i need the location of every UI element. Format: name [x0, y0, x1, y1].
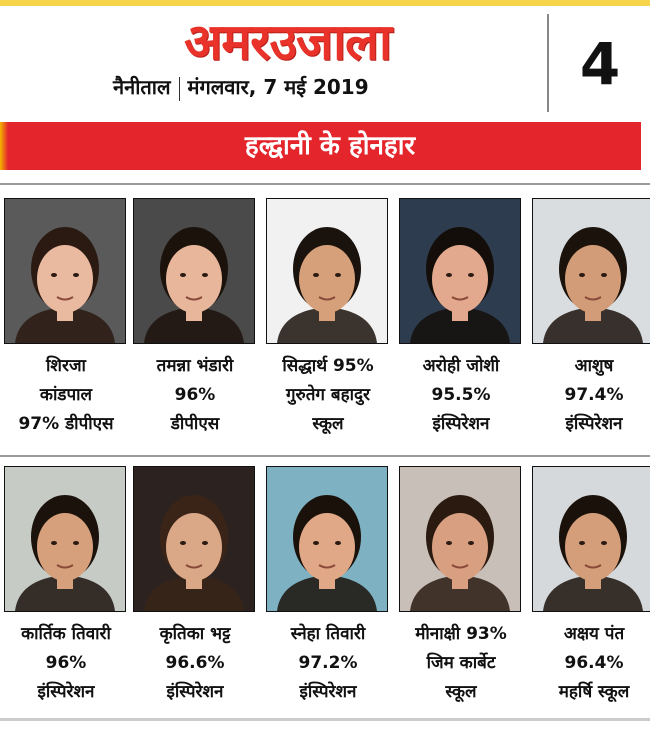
- student-caption: [524, 352, 650, 439]
- caption-line: स्कूल: [312, 414, 344, 434]
- caption-line: इंस्पिरेशन: [37, 682, 95, 702]
- caption-line: इंस्पिरेशन: [432, 414, 490, 434]
- caption-line: स्नेहा तिवारी: [290, 624, 366, 644]
- student-caption: [0, 620, 136, 707]
- portrait-illustration: [400, 199, 520, 343]
- caption-line: कांडपाल: [39, 385, 93, 405]
- student-caption: [391, 620, 531, 707]
- student-photo: [532, 466, 650, 612]
- caption-line: इंस्पिरेशन: [299, 682, 357, 702]
- dateline-separator: [179, 77, 180, 101]
- caption-line: इंस्पिरेशन: [565, 414, 623, 434]
- student-caption: [524, 620, 650, 707]
- student-caption: [258, 352, 398, 439]
- student-caption: [391, 352, 531, 439]
- caption-line: कृतिका भट्ट: [159, 624, 231, 644]
- portrait-illustration: [5, 467, 125, 611]
- student-caption: [125, 620, 265, 707]
- issue-date: मंगलवार, 7 मई 2019: [187, 75, 369, 99]
- student-photo: [133, 198, 255, 344]
- dateline: [113, 72, 369, 102]
- portrait-illustration: [267, 467, 387, 611]
- masthead-divider: [547, 14, 549, 112]
- caption-line: 95.5%: [431, 385, 491, 405]
- caption-line: डीपीएस: [170, 414, 220, 434]
- student-photo: [532, 198, 650, 344]
- portrait-illustration: [134, 467, 254, 611]
- bottom-rule: [0, 718, 650, 721]
- caption-line: इंस्पिरेशन: [166, 682, 224, 702]
- section-banner: [0, 122, 641, 170]
- caption-line: 96%: [174, 385, 216, 405]
- portrait-illustration: [400, 467, 520, 611]
- caption-line: 97% डीपीएस: [18, 414, 114, 434]
- caption-line: जिम कार्बेट: [426, 653, 496, 673]
- caption-line: अक्षय पंत: [563, 624, 625, 644]
- caption-line: शिरजा: [46, 356, 86, 376]
- student-caption: [0, 352, 136, 439]
- banner-accent: [0, 122, 8, 170]
- caption-line: 97.4%: [564, 385, 624, 405]
- page-number: 4: [579, 30, 621, 98]
- caption-line: 97.2%: [298, 653, 358, 673]
- caption-line: 96%: [45, 653, 87, 673]
- student-photo: [399, 198, 521, 344]
- student-caption: [125, 352, 265, 439]
- caption-line: सिद्धार्थ 95%: [282, 356, 374, 376]
- caption-line: गुरुतेग बहादुर: [285, 385, 371, 405]
- student-caption: [258, 620, 398, 707]
- caption-line: 96.6%: [165, 653, 225, 673]
- row-rule: [0, 455, 650, 457]
- portrait-illustration: [134, 199, 254, 343]
- portrait-illustration: [533, 199, 650, 343]
- student-photo: [4, 198, 126, 344]
- caption-line: कार्तिक तिवारी: [21, 624, 111, 644]
- student-photo: [399, 466, 521, 612]
- section-title: हल्द्वानी के होनहार: [244, 131, 416, 161]
- newspaper-logo: अमरउजाला: [184, 13, 391, 71]
- student-photo: [4, 466, 126, 612]
- caption-line: 96.4%: [564, 653, 624, 673]
- portrait-illustration: [5, 199, 125, 343]
- portrait-illustration: [533, 467, 650, 611]
- portrait-illustration: [267, 199, 387, 343]
- caption-line: महर्षि स्कूल: [558, 682, 630, 702]
- caption-line: स्कूल: [445, 682, 477, 702]
- caption-line: तमन्ना भंडारी: [156, 356, 234, 376]
- masthead: [0, 6, 650, 114]
- student-photo: [266, 198, 388, 344]
- student-photo: [133, 466, 255, 612]
- student-photo: [266, 466, 388, 612]
- section-rule: [0, 183, 650, 185]
- city-name: नैनीताल: [113, 75, 171, 99]
- caption-line: मीनाक्षी 93%: [415, 624, 507, 644]
- caption-line: अरोही जोशी: [422, 356, 500, 376]
- caption-line: आशुष: [574, 356, 614, 376]
